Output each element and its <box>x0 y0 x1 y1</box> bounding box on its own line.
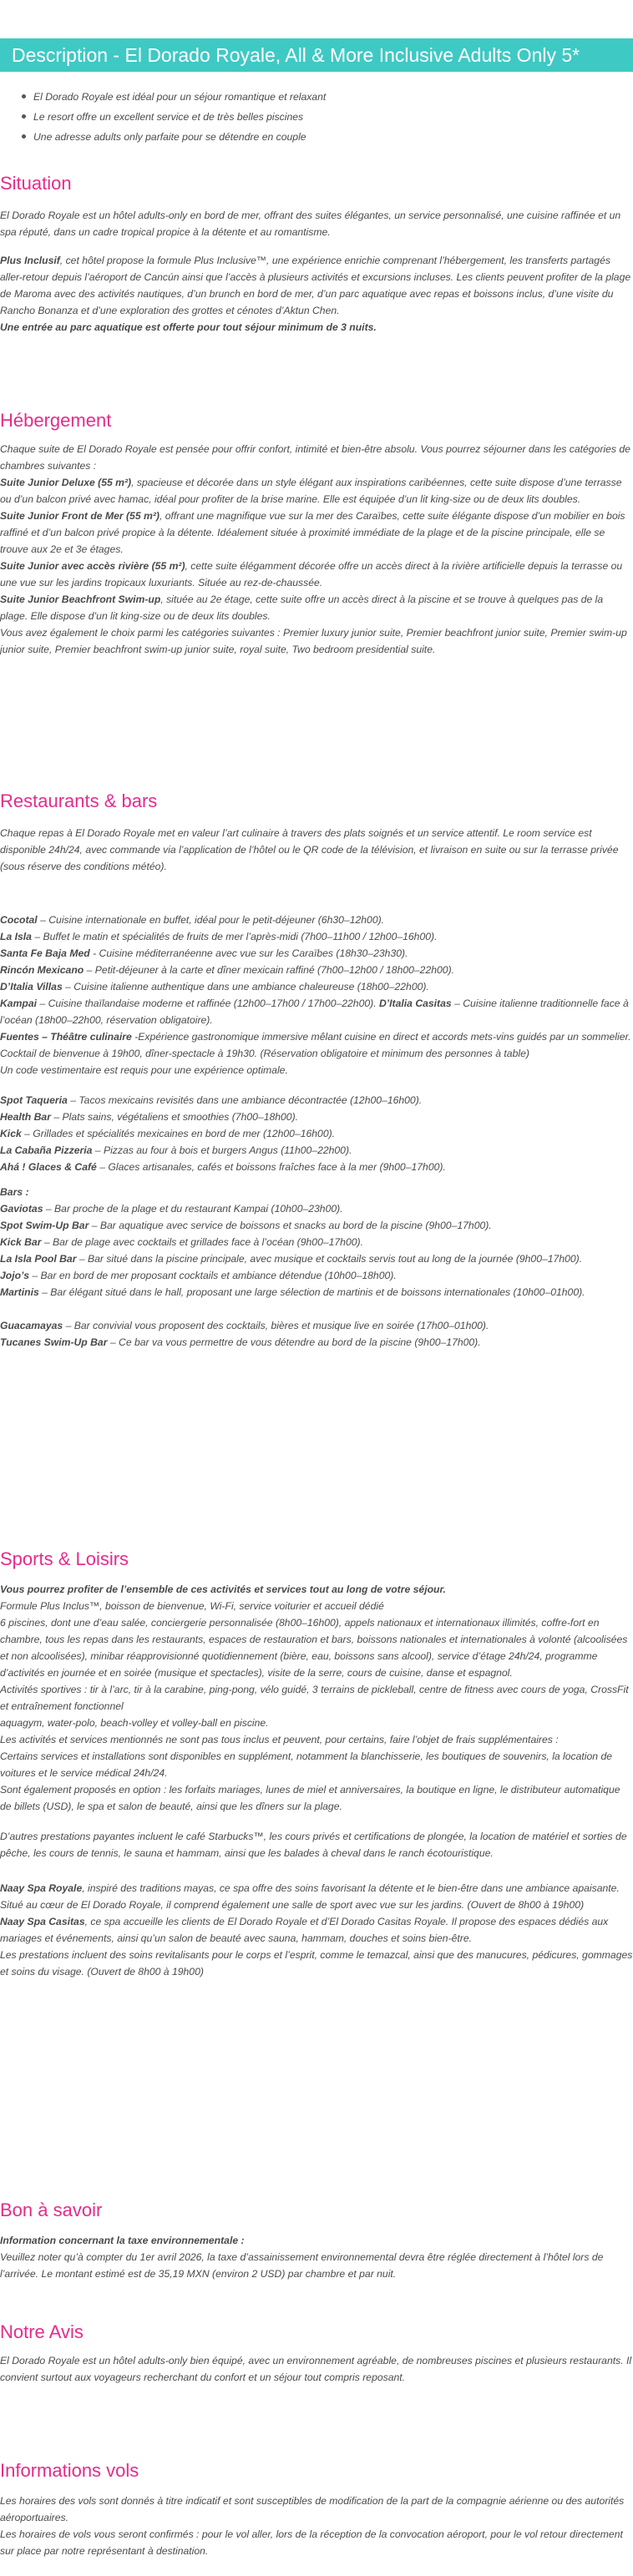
other-room-categories: Vous avez également le choix parmi les catégories suivantes : Premier luxury junior suite, Premier beachfront junior suite, Premier swim-up junior suite, Premier beachfront swim-up junior suite, royal suite, Two bedroom presidential suite. <box>0 627 627 655</box>
spa-royale <box>0 1880 633 1913</box>
restaurant-item <box>0 962 633 978</box>
bar-item <box>0 1200 633 1217</box>
sports-formula: Formule Plus Inclus™, boisson de bienvenue, Wi-Fi, service voiturier et accueil dédié <box>0 1600 384 1612</box>
list-item: Une adresse adults only parfaite pour se détendre en couple <box>18 127 603 147</box>
restaurant-description: – Cuisine italienne authentique dans une ambiance chaleureuse (18h00–22h00). <box>62 981 429 993</box>
bar-name: Guacamayas <box>0 1320 63 1331</box>
restaurant-name: Rincón Mexicano <box>0 964 84 976</box>
restaurant-item <box>0 978 633 995</box>
bar-item <box>0 1217 633 1234</box>
vols-paragraph: Les horaires des vols sont donnés à titre indicatif et sont susceptibles de modification de la part de la compagnie aérienne ou des autorités aéroportuaires. <box>0 2495 625 2523</box>
restaurant-name: Cocotal <box>0 914 38 926</box>
restaurant-description: -Expérience gastronomique immersive mêlant cuisine en direct et accords mets-vins guidés par un sommelier. Cocktail de bienvenue à 19h00, dîner-spectacle à 19h30. (Réservation obligatoire et minimum des personnes à table) <box>0 1031 631 1059</box>
bar-description: – Bar élégant situé dans le hall, proposant une large sélection de martinis et de boissons internationales (10h00–01h00). <box>38 1286 585 1298</box>
situation-section <box>0 207 633 336</box>
sports-note: Certains services et installations sont disponibles en supplément, notamment la blanchisserie, les boutiques de souvenirs, la location de voitures et le service médical 24h/24. <box>0 1750 613 1779</box>
room-description: , spacieuse et décorée dans un style élégant aux inspirations caribéennes, cette suite dispose d’une terrasse ou d’un balcon privé avec hamac, idéal pour profiter de la brise marine. Elle est équipée d’un lit king-size ou de deux lits doubles. <box>0 477 622 505</box>
vols-section <box>0 2493 633 2559</box>
restaurant-description: – Petit-déjeuner à la carte et dîner mexicain raffiné (7h00–12h00 / 18h00–22h00). <box>84 964 455 976</box>
bon-a-savoir-heading: Bon à savoir <box>0 2200 103 2220</box>
sports-lead: Vous pourrez profiter de l’ensemble de ces activités et services tout au long de votre séjour. <box>0 1583 446 1595</box>
water-park-note: Une entrée au parc aquatique est offerte pour tout séjour minimum de 3 nuits. <box>0 321 377 333</box>
restaurant-item <box>0 995 633 1028</box>
sports-activities: Activités sportives : tir à l’arc, tir à la carabine, ping-pong, vélo guidé, 3 terrains de pickleball, centre de fitness avec cours de yoga, CrossFit et entraînement fonctionnel <box>0 1684 629 1712</box>
plus-inclusif-text: , cet hôtel propose la formule Plus Inclusive™, une expérience enrichie comprenant l’hébergement, les transferts partagés aller-retour depuis l’aéroport de Cancún ainsi que l’accès à plusieurs activités et excursions incluses. Les clients peuvent profiter de la plage de Maroma avec des activités nautiques, d’un brunch en bord de mer, d’un parc aquatique avec repas et boissons inclus, d’une visite du Rancho Bonanza et d’une exploration des grottes et cénotes d’Aktun Chen. <box>0 255 631 316</box>
situation-paragraph: El Dorado Royale est un hôtel adults-only en bord de mer, offrant des suites élégantes, un service personnalisé, une cuisine raffinée et un spa réputé, dans un cadre tropical propice à la détente et au romantisme. <box>0 210 621 238</box>
room-description: , située au 2e étage, cette suite offre un accès direct à la piscine et se trouve à quelques pas de la plage. Elle dispose d’un lit king-size ou de deux lits doubles. <box>0 593 604 622</box>
restaurant-name: La Cabaña Pizzeria <box>0 1144 93 1156</box>
page-title: Description - El Dorado Royale, All & More Inclusive Adults Only 5* <box>12 44 580 66</box>
restaurant-description: – Buffet le matin et spécialités de fruits de mer l’après-midi (7h00–11h00 / 12h00–16h00). <box>31 931 438 942</box>
restaurant-name: Spot Taqueria <box>0 1094 68 1106</box>
tax-label: Information concernant la taxe environnementale : <box>0 2235 245 2246</box>
bar-item <box>0 1317 633 1334</box>
bar-description: – Bar convivial vous proposent des cocktails, bières et musique live en soirée (17h00–01h00). <box>63 1320 489 1331</box>
bar-name: La Isla Pool Bar <box>0 1253 77 1265</box>
notre-avis-section <box>0 2352 633 2386</box>
bar-item <box>0 1334 633 1351</box>
restaurant-item <box>0 1109 633 1125</box>
sports-note: Les activités et services mentionnés ne sont pas tous inclus et peuvent, pour certains, faire l’objet de frais supplémentaires : <box>0 1734 559 1745</box>
bar-description: – Bar de plage avec cocktails et grillades face à l’océan (9h00–17h00). <box>41 1236 363 1248</box>
vols-paragraph: Les horaires de vols vous seront confirmés : pour le vol aller, lors de la réception de la convocation aéroport, pour le vol retour directement sur place par notre représentant à destination. <box>0 2528 623 2557</box>
hebergement-heading: Hébergement <box>0 410 112 431</box>
restaurant-description: – Cuisine thaïlandaise moderne et raffinée (12h00–17h00 / 17h00–22h00). <box>37 998 379 1009</box>
restaurant-item <box>0 1125 633 1142</box>
restaurant-item <box>0 928 633 945</box>
bar-item <box>0 1284 633 1301</box>
restaurant-item <box>0 1028 633 1062</box>
restaurant-item <box>0 1142 633 1159</box>
bars-list <box>0 1184 633 1301</box>
tax-text: Veuillez noter qu’à compter du 1er avril 2026, la taxe d’assainissement environnemental devra être réglée directement à l’hôtel lors de l’arrivée. Le montant estimé est de 35,19 MXN (environ 2 USD) par chambre et par nuit. <box>0 2251 604 2280</box>
restaurant-name: D’Italia Casitas <box>378 998 452 1009</box>
bar-description: – Bar proche de la plage et du restaurant Kampai (10h00–23h00). <box>43 1203 343 1215</box>
bon-a-savoir-section <box>0 2232 633 2282</box>
list-item: Le resort offre un excellent service et de très belles piscines <box>18 107 603 127</box>
bars-label: Bars : <box>0 1186 29 1198</box>
restaurant-name: Fuentes – Théâtre culinaire <box>0 1031 132 1043</box>
hebergement-section <box>0 441 633 658</box>
restaurant-name: La Isla <box>0 931 32 942</box>
bar-name: Gaviotas <box>0 1203 43 1215</box>
restaurants-heading: Restaurants & bars <box>0 790 158 811</box>
room-item <box>0 508 633 558</box>
restaurants-intro: Chaque repas à El Dorado Royale met en valeur l’art culinaire à travers des plats soignés et un service attentif. Le room service est disponible 24h/24, avec commande via l’application de l’hôtel ou le QR code de la télévision, et livraison en suite ou sur la terrasse privée (sous réserve des conditions météo). <box>0 827 619 872</box>
dress-code-note: Un code vestimentaire est requis pour une expérience optimale. <box>0 1064 288 1076</box>
restaurant-name: Kick <box>0 1128 22 1139</box>
restaurant-item <box>0 1159 633 1175</box>
notre-avis-heading: Notre Avis <box>0 2321 84 2342</box>
bar-item <box>0 1234 633 1250</box>
bar-item <box>0 1267 633 1284</box>
spa-treatments: Les prestations incluent des soins revitalisants pour le corps et l’esprit, comme le temazcal, ainsi que des manucures, pédicures, gommages et soins du visage. (Ouvert de 8h00 à 19h00) <box>0 1949 633 1977</box>
plus-inclusif-label: Plus Inclusif <box>0 255 60 266</box>
spa-description: , inspiré des traditions mayas, ce spa offre des soins favorisant la détente et le bien-être dans une ambiance apaisante. Situé au cœur de El Dorado Royale, il comprend également une salle de sport avec vue sur les jardins. (Ouvert de 8h00 à 19h00) <box>0 1882 620 1911</box>
restaurant-item <box>0 1092 633 1109</box>
restaurant-description: - Cuisine méditerranéenne avec vue sur les Caraïbes (18h30–23h30). <box>89 947 408 959</box>
description-banner <box>0 38 633 72</box>
restaurant-name: Kampai <box>0 998 38 1009</box>
room-name: Suite Junior Front de Mer (55 m²) <box>0 510 160 522</box>
snack-restaurants-list <box>0 1092 633 1175</box>
restaurant-description: – Tacos mexicains revisités dans une ambiance décontractée (12h00–16h00). <box>67 1094 423 1106</box>
intro-list <box>18 87 603 147</box>
bar-item <box>0 1250 633 1267</box>
notre-avis-text: El Dorado Royale est un hôtel adults-only bien équipé, avec un environnement agréable, de nombreuses piscines et plusieurs restaurants. Il convient surtout aux voyageurs recherchant du confort et un séjour tout compris reposant. <box>0 2355 632 2383</box>
list-item: El Dorado Royale est idéal pour un séjour romantique et relaxant <box>18 87 603 107</box>
restaurant-description: – Pizzas au four à bois et burgers Angus (11h00–22h00). <box>92 1144 352 1156</box>
room-item <box>0 591 633 624</box>
situation-plus-inclusif-paragraph <box>0 252 633 319</box>
situation-heading: Situation <box>0 173 72 194</box>
bar-name: Martinis <box>0 1286 39 1298</box>
restaurant-description: – Plats sains, végétaliens et smoothies (7h00–18h00). <box>50 1111 299 1123</box>
bar-description: – Ce bar va vous permettre de vous détendre au bord de la piscine (9h00–17h00). <box>107 1336 481 1348</box>
restaurant-item <box>0 912 633 928</box>
sports-heading: Sports & Loisirs <box>0 1548 129 1569</box>
restaurant-description: – Cuisine internationale en buffet, idéal pour le petit-déjeuner (6h30–12h00). <box>37 914 385 926</box>
restaurant-description: – Cuisine italienne traditionnelle face à l’océan (18h00–22h00, réservation obligatoire). <box>0 998 629 1026</box>
room-item <box>0 558 633 591</box>
room-name: Suite Junior Deluxe (55 m²) <box>0 477 132 488</box>
restaurant-item <box>0 945 633 962</box>
spa-name: Naay Spa Casitas <box>0 1916 85 1927</box>
evening-bars-list <box>0 1317 633 1351</box>
bar-name: Tucanes Swim-Up Bar <box>0 1336 108 1348</box>
room-name: Suite Junior Beachfront Swim-up <box>0 593 161 605</box>
room-description: , cette suite élégamment décorée offre un accès direct à la rivière artificielle depuis la terrasse ou une vue sur les jardins tropicaux luxuriants. Située au rez-de-chaussée. <box>0 560 623 588</box>
sports-section <box>0 1581 633 1980</box>
bar-description: – Bar situé dans la piscine principale, avec musique et cocktails servis tout au long de la journée (9h00–17h00). <box>76 1253 583 1265</box>
bar-description: – Bar en bord de mer proposant cocktails et ambiance détendue (10h00–18h00). <box>29 1270 397 1281</box>
spa-description: , ce spa accueille les clients de El Dorado Royale et d’El Dorado Casitas Royale. Il propose des espaces dédiés aux mariages et événements, ainsi qu’un salon de beauté avec sauna, hammam, douches et soins bien-être. <box>0 1916 609 1944</box>
restaurants-section <box>0 825 633 1351</box>
bar-name: Kick Bar <box>0 1236 42 1248</box>
bar-name: Jojo’s <box>0 1270 29 1281</box>
restaurant-name: Health Bar <box>0 1111 51 1123</box>
restaurants-list <box>0 912 633 1078</box>
bar-description: – Bar aquatique avec service de boissons et snacks au bord de la piscine (9h00–17h00). <box>89 1220 492 1231</box>
sports-paid-services: D’autres prestations payantes incluent le café Starbucks™, les cours privés et certifications de plongée, la location de matériel et sorties de pêche, les cours de tennis, le sauna et hammam, ainsi que les balades à cheval dans le ranch écotouristique. <box>0 1831 627 1859</box>
spa-casitas <box>0 1913 633 1947</box>
room-name: Suite Junior avec accès rivière (55 m²) <box>0 560 185 572</box>
sports-included: 6 piscines, dont une d’eau salée, conciergerie personnalisée (8h00–16h00), appels nationaux et internationaux illimités, coffre-fort en chambre, tous les repas dans les restaurants, espaces de restauration et bars, boissons nationales et internationales à volonté (alcoolisées et non alcoolisées), minibar réapprovisionné quotidiennement (bière, eau, boissons sans alcool), service d’étage 24h/24, programme d’activités en journée et en soirée (musique et spectacles), visite de la serre, cours de cuisine, danse et espagnol. <box>0 1617 628 1679</box>
restaurant-name: Ahá ! Glaces & Café <box>0 1161 97 1173</box>
room-item <box>0 474 633 508</box>
sports-activities-2: aquagym, water-polo, beach-volley et volley-ball en piscine. <box>0 1717 269 1729</box>
spa-name: Naay Spa Royale <box>0 1882 83 1894</box>
room-description: , offrant une magnifique vue sur la mer des Caraïbes, cette suite élégante dispose d’un mobilier en bois raffiné et d’un balcon privé propice à la détente. Idéalement située à proximité immédiate de la plage et de la piscine principale, elle se trouve aux 2e et 3e étages. <box>0 510 625 555</box>
sports-note: Sont également proposés en option : les forfaits mariages, lunes de miel et anniversaires, la boutique en ligne, le distributeur automatique de billets (USD), le spa et salon de beauté, ainsi que les dîners sur la plage. <box>0 1784 620 1812</box>
restaurant-description: – Glaces artisanales, cafés et boissons fraîches face à la mer (9h00–17h00). <box>96 1161 446 1173</box>
bar-name: Spot Swim-Up Bar <box>0 1220 89 1231</box>
restaurant-description: – Grillades et spécialités mexicaines en bord de mer (12h00–16h00). <box>21 1128 336 1139</box>
hebergement-intro: Chaque suite de El Dorado Royale est pensée pour offrir confort, intimité et bien-être absolu. Vous pourrez séjourner dans les catégories de chambres suivantes : <box>0 443 630 472</box>
vols-heading: Informations vols <box>0 2460 139 2481</box>
restaurant-name: Santa Fe Baja Med <box>0 947 90 959</box>
restaurant-name: D’Italia Villas <box>0 981 63 993</box>
